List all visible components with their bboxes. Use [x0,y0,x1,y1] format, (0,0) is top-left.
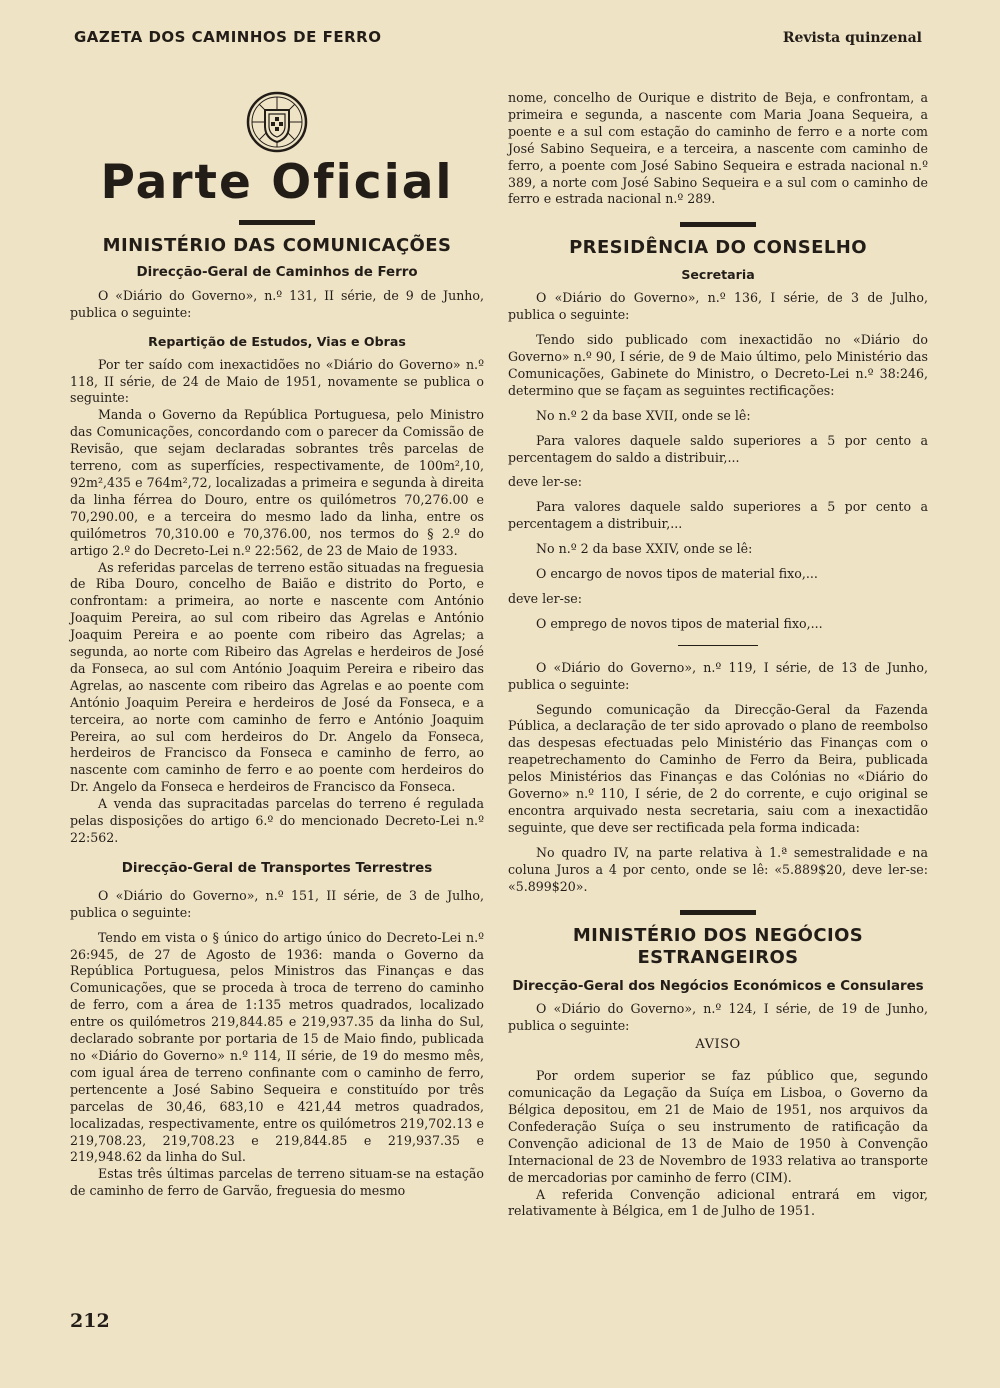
paragraph: Por ter saído com inexactidões no «Diário do Governo» n.º 118, II série, de 24 de Maio de 1951, novamente se publica o seguinte: [70,356,484,406]
paragraph: O «Diário do Governo», n.º 124, I série, de 19 de Junho, publica o seguinte: [508,1001,928,1034]
paragraph: Para valores daquele saldo superiores a 5 por cento a percentagem do saldo a distribuir,... [508,432,928,465]
paragraph: deve ler-se: [508,474,583,490]
running-header-right: Revista quinzenal [782,30,922,46]
paragraph: O emprego de novos tipos de material fixo,... [536,615,823,631]
department-heading: Repartição de Estudos, Vias e Obras [148,333,406,349]
directorate-heading: Direcção-Geral dos Negócios Económicos e Consulares [512,978,924,994]
paragraph: O «Diário do Governo», n.º 119, I série, de 13 de Junho, publica o seguinte: [508,659,928,692]
divider [239,220,315,225]
page-number: 212 [70,1310,110,1332]
paragraph: O «Diário do Governo», n.º 136, I série, de 3 de Julho, publica o seguinte: [508,290,928,323]
paragraph: Manda o Governo da República Portuguesa, pelo Ministro das Comunicações, concordando com o parecer da Comissão de Revisão, que sejam declaradas sobrantes três parcelas de terreno, com as superfícies, respectivamente, de 100m²,10, 92m²,435 e 764m²,72, localizadas a primeira e segunda à direita da linha férrea do Douro, entre os quilómetros 70,276.00 e 70,290.00, e a terceira do mesmo lado da linha, entre os quilómetros 70,310.00 e 70,376.00, nos termos do § 2.º do artigo 2.º do Decreto-Lei n.º 22:562, de 23 de Maio de 1933. [70,407,484,558]
paragraph: A referida Convenção adicional entrará em vigor, relativamente à Bélgica, em 1 de Julho de 1951. [508,1186,928,1219]
ministry-heading: PRESIDÊNCIA DO CONSELHO [569,237,867,259]
ministry-heading: MINISTÉRIO DAS COMUNICAÇÕES [102,235,452,256]
paragraph: deve ler-se: [508,590,583,606]
paragraph: Tendo em vista o § único do artigo único do Decreto-Lei n.º 26:945, de 27 de Agosto de 1936: manda o Governo da República Portuguesa, pelos Ministros das Finanças e das Comunicações, que se proceda à troca de terreno do caminho de ferro, com a área de 1:135 metros quadrados, localizado entre os quilómetros 219,844.85 e 219,937.35 da linha do Sul, declarado sobrante por portaria de 15 de Maio findo, publicada no «Diário do Governo» n.º 114, II série, de 19 do mesmo mês, com igual área de terreno confinante com o caminho de ferro, pertencente a José Sabino Sequeira e constituído por três parcelas de 30,46, 683,10 e 421,44 metros quadrados, localizadas, respectivamente, entre os quilómetros 219,702.13 e 219,708.23, 219,708.23 e 219,844.85 e 219,937.35 e 219,948.62 da linha do Sul. [70,929,484,1165]
paragraph: O «Diário do Governo», n.º 151, II série, de 3 de Julho, publica o seguinte: [70,887,484,920]
divider [680,910,756,915]
paragraph: Para valores daquele saldo superiores a 5 por cento a percentagem a distribuir,... [508,499,928,532]
paragraph: No quadro IV, na parte relativa à 1.ª semestralidade e na coluna Juros a 4 por cento, onde se lê: «5.889$20, deve ler-se: «5.899$20». [508,844,928,894]
paragraph: A venda das supracitadas parcelas do terreno é regulada pelas disposições do artigo 6.º do mencionado Decreto-Lei n.º 22:562. [70,796,484,845]
notice-heading: AVISO [695,1037,741,1053]
paragraph: Segundo comunicação da Direcção-Geral da Fazenda Pública, a declaração de ter sido aprovado o plano de reembolso das despesas efectuadas pelo Ministério das Finanças com o reapetrechamento do Caminho de Ferro da Beira, publicada pelos Ministérios das Finanças e das Colónias no «Diário do Governo» n.º 110, I série, de 2 do corrente, e cujo original se encontra arquivado nesta secretaria, saiu com a inexactidão seguinte, que deve ser rectificada pela forma indicada: [508,701,928,835]
paragraph: No n.º 2 da base XXIV, onde se lê: [536,541,753,557]
paragraph: O encargo de novos tipos de material fixo,... [536,566,818,582]
left-column [70,90,484,1200]
directorate-heading: Direcção-Geral de Caminhos de Ferro [136,265,418,280]
department-heading: Secretaria [681,267,755,283]
page-title: Parte Oficial [100,155,454,210]
divider [678,645,758,646]
paragraph: Por ordem superior se faz público que, segundo comunicação da Legação da Suíça em Lisboa, o Governo da Bélgica depositou, em 21 de Maio de 1951, nos arquivos da Confederação Suíça o seu instrumento de ratificação da Convenção adicional de 13 de Maio de 1950 à Convenção Internacional de 23 de Novembro de 1933 relativa ao transporte de mercadorias por caminho de ferro (CIM). [508,1068,928,1185]
coat-of-arms-icon [245,90,309,154]
ministry-heading: MINISTÉRIO DOS NEGÓCIOS [572,924,864,946]
ministry-heading: ESTRANGEIROS [637,946,799,968]
paragraph: No n.º 2 da base XVII, onde se lê: [536,407,751,423]
running-header-title: GAZETA DOS CAMINHOS DE FERRO [74,28,382,46]
paragraph: O «Diário do Governo», n.º 131, II série, de 9 de Junho, publica o seguinte: [70,287,484,320]
paragraph: nome, concelho de Ourique e distrito de Beja, e confrontam, a primeira e segunda, a nascente com Maria Joana Sequeira, a poente e a sul com estação do caminho de ferro e a norte com José Sabino Sequeira, e a terceira, a nascente com caminho de ferro, a poente com José Sabino Sequeira e estrada nacional n.º 389, a norte com José Sabino Sequeira e a sul com o caminho de ferro e estrada nacional n.º 289. [508,90,928,207]
paragraph: Tendo sido publicado com inexactidão no «Diário do Governo» n.º 90, I série, de 9 de Maio último, pelo Ministério das Comunicações, Gabinete do Ministro, o Decreto-Lei n.º 38:246, determino que se façam as seguintes rectificações: [508,332,928,398]
paragraph: As referidas parcelas de terreno estão situadas na freguesia de Riba Douro, concelho de Baião e distrito do Porto, e confrontam: a primeira, ao norte e nascente com António Joaquim Pereira, ao sul com ribeiro das Agrelas e António Joaquim Pereira e ao poente com ribeiro das Agrelas; a segunda, ao norte com Ribeiro das Agrelas e herdeiros de José da Fonseca, ao sul com António Joaquim Pereira e ribeiro das Agrelas, ao nascente com ribeiro das Agrelas e ao poente com António Joaquim Pereira e herdeiros de José da Fonseca, e a terceira, ao norte com caminho de ferro e António Joaquim Pereira, ao sul com herdeiros do Dr. Angelo da Fonseca, herdeiros de Francisco da Fonseca e caminho de ferro, ao nascente com caminho de ferro e ao poente com herdeiros do Dr. Angelo da Fonseca e herdeiros de Francisco da Fonseca. [70,559,484,795]
directorate-heading: Direcção-Geral de Transportes Terrestres [121,860,433,876]
right-column [508,90,928,1220]
paragraph: Estas três últimas parcelas de terreno situam-se na estação de caminho de ferro de Garvão, freguesia do mesmo [70,1166,484,1199]
divider [680,222,756,227]
